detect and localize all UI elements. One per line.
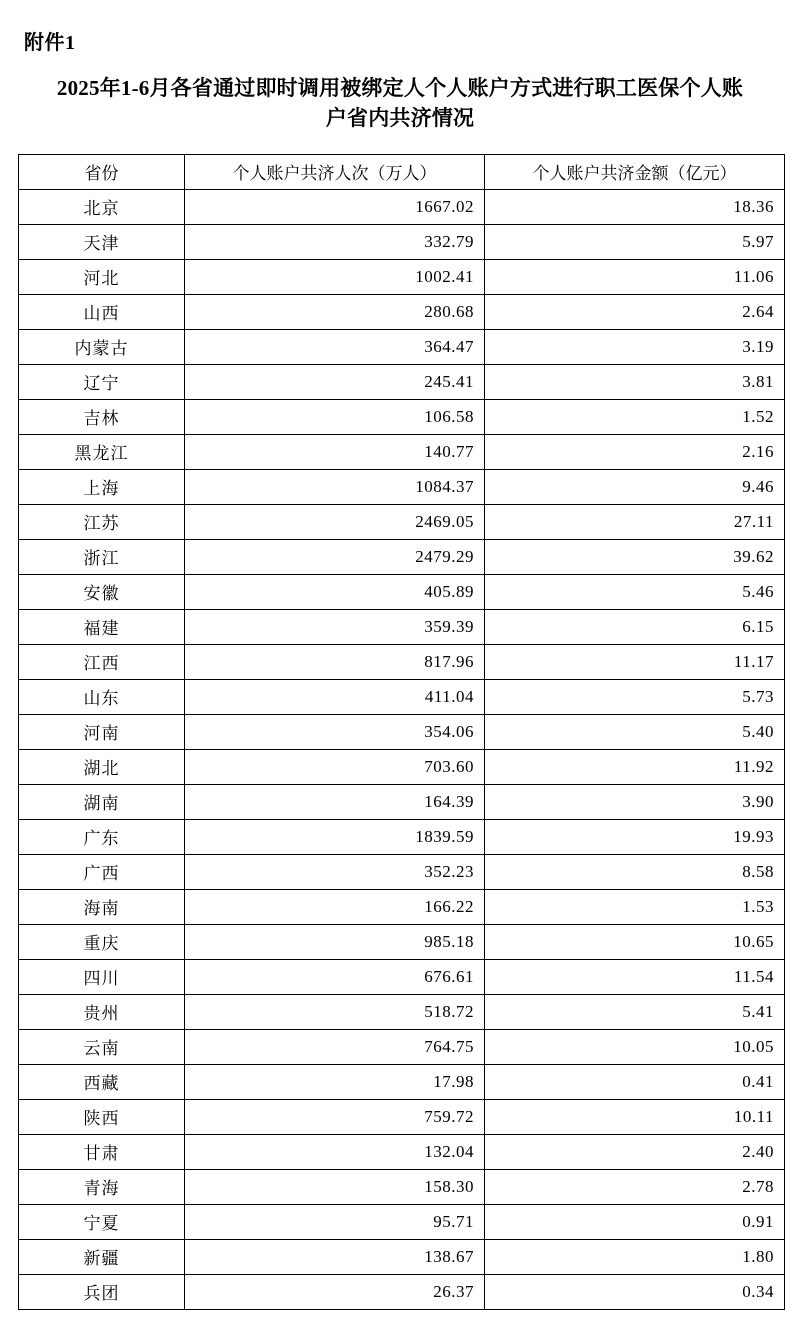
cell-amount: 5.73 <box>485 679 785 714</box>
cell-province: 黑龙江 <box>19 434 185 469</box>
cell-count: 2479.29 <box>185 539 485 574</box>
cell-province: 内蒙古 <box>19 329 185 364</box>
table-row <box>19 539 785 574</box>
table-row <box>19 644 785 679</box>
cell-amount: 0.41 <box>485 1064 785 1099</box>
column-header-province: 省份 <box>19 154 185 189</box>
cell-amount: 18.36 <box>485 189 785 224</box>
attachment-label: 附件1 <box>24 32 76 54</box>
cell-amount: 11.92 <box>485 749 785 784</box>
table-row <box>19 189 785 224</box>
cell-amount: 3.81 <box>485 364 785 399</box>
table-row <box>19 749 785 784</box>
table-row <box>19 1134 785 1169</box>
cell-count: 17.98 <box>185 1064 485 1099</box>
table-row <box>19 994 785 1029</box>
table-row <box>19 1029 785 1064</box>
cell-province: 河南 <box>19 714 185 749</box>
cell-province: 陕西 <box>19 1099 185 1134</box>
table-row <box>19 1239 785 1274</box>
table-row <box>19 1204 785 1239</box>
column-header-amount: 个人账户共济金额（亿元） <box>485 154 785 189</box>
table-row <box>19 224 785 259</box>
cell-amount: 3.19 <box>485 329 785 364</box>
cell-count: 703.60 <box>185 749 485 784</box>
cell-province: 广西 <box>19 854 185 889</box>
cell-count: 245.41 <box>185 364 485 399</box>
cell-count: 138.67 <box>185 1239 485 1274</box>
cell-province: 云南 <box>19 1029 185 1064</box>
table-header-row <box>19 154 785 189</box>
cell-amount: 1.52 <box>485 399 785 434</box>
cell-amount: 2.16 <box>485 434 785 469</box>
cell-amount: 2.40 <box>485 1134 785 1169</box>
table-row <box>19 364 785 399</box>
cell-count: 354.06 <box>185 714 485 749</box>
cell-count: 106.58 <box>185 399 485 434</box>
cell-province: 广东 <box>19 819 185 854</box>
cell-count: 352.23 <box>185 854 485 889</box>
table-row <box>19 1064 785 1099</box>
page-title: 2025年1-6月各省通过即时调用被绑定人个人账户方式进行职工医保个人账户省内共济情况 <box>56 76 744 131</box>
cell-province: 吉林 <box>19 399 185 434</box>
cell-count: 2469.05 <box>185 504 485 539</box>
cell-province: 河北 <box>19 259 185 294</box>
cell-province: 贵州 <box>19 994 185 1029</box>
cell-province: 兵团 <box>19 1274 185 1309</box>
cell-count: 359.39 <box>185 609 485 644</box>
cell-province: 湖南 <box>19 784 185 819</box>
table-row <box>19 329 785 364</box>
cell-amount: 2.64 <box>485 294 785 329</box>
cell-amount: 8.58 <box>485 854 785 889</box>
cell-count: 332.79 <box>185 224 485 259</box>
cell-amount: 39.62 <box>485 539 785 574</box>
cell-count: 676.61 <box>185 959 485 994</box>
table-row <box>19 889 785 924</box>
cell-province: 北京 <box>19 189 185 224</box>
cell-amount: 10.11 <box>485 1099 785 1134</box>
cell-province: 江苏 <box>19 504 185 539</box>
cell-amount: 0.34 <box>485 1274 785 1309</box>
cell-amount: 5.40 <box>485 714 785 749</box>
cell-province: 海南 <box>19 889 185 924</box>
cell-count: 164.39 <box>185 784 485 819</box>
cell-amount: 2.78 <box>485 1169 785 1204</box>
table-row <box>19 294 785 329</box>
cell-province: 新疆 <box>19 1239 185 1274</box>
cell-count: 985.18 <box>185 924 485 959</box>
cell-amount: 5.41 <box>485 994 785 1029</box>
cell-count: 759.72 <box>185 1099 485 1134</box>
table-row <box>19 504 785 539</box>
cell-province: 福建 <box>19 609 185 644</box>
cell-province: 重庆 <box>19 924 185 959</box>
cell-amount: 11.54 <box>485 959 785 994</box>
cell-count: 1839.59 <box>185 819 485 854</box>
column-header-count: 个人账户共济人次（万人） <box>185 154 485 189</box>
cell-amount: 0.91 <box>485 1204 785 1239</box>
cell-amount: 5.46 <box>485 574 785 609</box>
cell-count: 95.71 <box>185 1204 485 1239</box>
provincial-account-sharing-table <box>18 154 785 1310</box>
cell-province: 天津 <box>19 224 185 259</box>
cell-province: 四川 <box>19 959 185 994</box>
cell-amount: 3.90 <box>485 784 785 819</box>
cell-count: 411.04 <box>185 679 485 714</box>
cell-amount: 9.46 <box>485 469 785 504</box>
cell-count: 132.04 <box>185 1134 485 1169</box>
cell-count: 405.89 <box>185 574 485 609</box>
cell-count: 518.72 <box>185 994 485 1029</box>
table-row <box>19 609 785 644</box>
table-row <box>19 679 785 714</box>
cell-amount: 10.65 <box>485 924 785 959</box>
table-row <box>19 784 785 819</box>
cell-count: 1002.41 <box>185 259 485 294</box>
table-row <box>19 714 785 749</box>
cell-province: 浙江 <box>19 539 185 574</box>
cell-province: 甘肃 <box>19 1134 185 1169</box>
cell-province: 安徽 <box>19 574 185 609</box>
table-row <box>19 399 785 434</box>
cell-amount: 19.93 <box>485 819 785 854</box>
cell-count: 280.68 <box>185 294 485 329</box>
cell-count: 166.22 <box>185 889 485 924</box>
table-row <box>19 1099 785 1134</box>
cell-amount: 27.11 <box>485 504 785 539</box>
cell-amount: 10.05 <box>485 1029 785 1064</box>
cell-amount: 11.17 <box>485 644 785 679</box>
cell-amount: 1.53 <box>485 889 785 924</box>
table-body <box>19 189 785 1309</box>
cell-count: 817.96 <box>185 644 485 679</box>
cell-province: 江西 <box>19 644 185 679</box>
cell-count: 26.37 <box>185 1274 485 1309</box>
table-row <box>19 469 785 504</box>
table-row <box>19 924 785 959</box>
cell-count: 1084.37 <box>185 469 485 504</box>
table-row <box>19 434 785 469</box>
cell-province: 上海 <box>19 469 185 504</box>
cell-amount: 6.15 <box>485 609 785 644</box>
cell-amount: 5.97 <box>485 224 785 259</box>
table-row <box>19 819 785 854</box>
table-row <box>19 959 785 994</box>
table-row <box>19 1169 785 1204</box>
cell-amount: 11.06 <box>485 259 785 294</box>
cell-province: 山东 <box>19 679 185 714</box>
cell-amount: 1.80 <box>485 1239 785 1274</box>
cell-province: 辽宁 <box>19 364 185 399</box>
table-row <box>19 1274 785 1309</box>
table-row <box>19 574 785 609</box>
cell-count: 1667.02 <box>185 189 485 224</box>
cell-province: 湖北 <box>19 749 185 784</box>
table-header <box>19 154 785 189</box>
cell-count: 140.77 <box>185 434 485 469</box>
cell-province: 西藏 <box>19 1064 185 1099</box>
cell-province: 青海 <box>19 1169 185 1204</box>
table-row <box>19 259 785 294</box>
table-row <box>19 854 785 889</box>
cell-count: 158.30 <box>185 1169 485 1204</box>
cell-count: 764.75 <box>185 1029 485 1064</box>
cell-province: 山西 <box>19 294 185 329</box>
cell-count: 364.47 <box>185 329 485 364</box>
cell-province: 宁夏 <box>19 1204 185 1239</box>
